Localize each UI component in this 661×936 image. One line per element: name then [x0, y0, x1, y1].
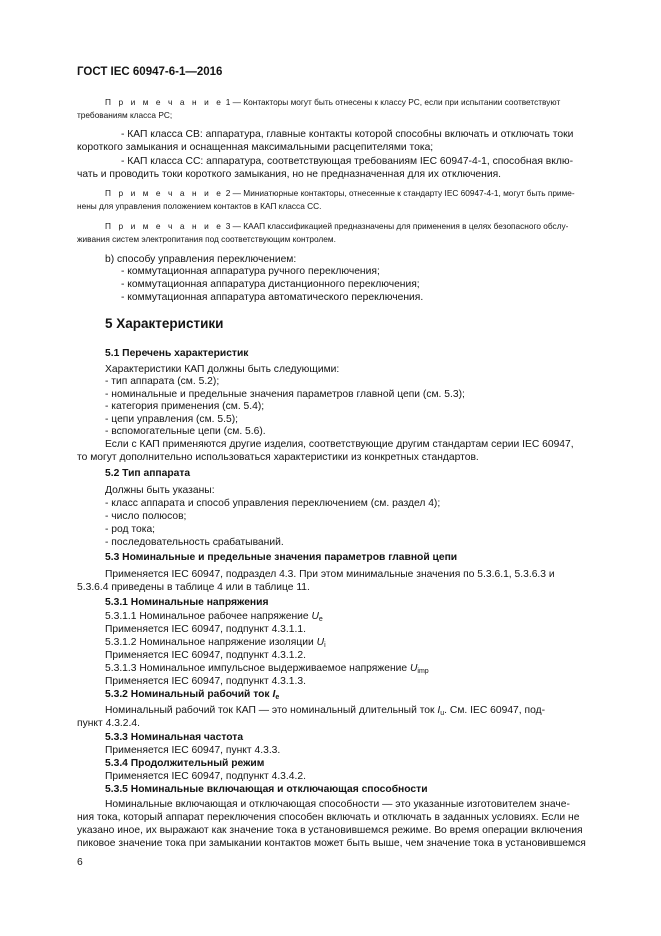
- control-bullet: - коммутационная аппаратура автоматического переключения.: [121, 292, 424, 303]
- clause-text: 5.3.2 Номинальный рабочий ток: [105, 689, 273, 700]
- section-5-3-1-title: 5.3.1 Номинальные напряжения: [105, 597, 269, 608]
- section-5-1-title: 5.1 Перечень характеристик: [105, 348, 249, 359]
- note-text: 3 — КААП классификацией предназначены для применения в целях безопасного обслу-: [225, 221, 569, 231]
- control-bullet: - коммутационная аппаратура ручного переключения;: [121, 266, 380, 277]
- section-5-3-1-1-ref: Применяется IEC 60947, подпункт 4.3.1.1.: [105, 624, 306, 635]
- section-5-3-1-2-ref: Применяется IEC 60947, подпункт 4.3.1.2.: [105, 650, 306, 661]
- section-5-title: 5 Характеристики: [105, 316, 224, 331]
- note-text: 2 — Миниатюрные контакторы, отнесенные к стандарту IEC 60947-4-1, могут быть приме-: [225, 188, 575, 198]
- subscript: e: [275, 694, 280, 701]
- note-label: П р и м е ч а н и е: [105, 221, 224, 231]
- list-item: - категория применения (см. 5.4);: [105, 401, 265, 412]
- section-5-3-1-1-title: [105, 610, 323, 623]
- note-1-line-1: [105, 96, 560, 109]
- control-bullet: - коммутационная аппаратура дистанционного переключения;: [121, 279, 420, 290]
- section-5-2-title: 5.2 Тип аппарата: [105, 468, 191, 479]
- clause-text: 5.3.1.1 Номинальное рабочее напряжение: [105, 611, 312, 622]
- subscript: e: [318, 616, 323, 623]
- section-5-3-3-title: 5.3.3 Номинальная частота: [105, 732, 244, 743]
- subscript: i: [324, 642, 326, 649]
- list-item: - класс аппарата и способ управления переключением (см. раздел 4);: [105, 498, 441, 509]
- section-5-3-4-title: 5.3.4 Продолжительный режим: [105, 758, 265, 769]
- list-item: - цепи управления (см. 5.5);: [105, 414, 238, 425]
- clause-text: Номинальный рабочий ток КАП — это номинальный длительный ток: [105, 705, 438, 716]
- section-5-3-line-2: 5.3.6.4 приведены в таблице 4 или в таблице 11.: [77, 582, 310, 593]
- section-5-3-1-3-ref: Применяется IEC 60947, подпункт 4.3.1.3.: [105, 676, 306, 687]
- page-number: 6: [77, 857, 83, 868]
- list-item: - число полюсов;: [105, 511, 187, 522]
- class-cb-line-1: - КАП класса СВ: аппаратура, главные контакты которой способны включать и отключать токи: [121, 129, 574, 140]
- note-label: П р и м е ч а н и е: [105, 188, 224, 198]
- variable-letter: I: [272, 689, 276, 700]
- variable-letter: I: [437, 705, 441, 716]
- list-item: - тип аппарата (см. 5.2);: [105, 376, 220, 387]
- variable-letter: U: [409, 663, 418, 674]
- class-cc-line-1: - КАП класса СС: аппаратура, соответствующая требованиям IEC 60947-4-1, способная вклю-: [121, 156, 574, 167]
- section-5-1-intro: Характеристики КАП должны быть следующими:: [105, 364, 340, 375]
- section-5-3-3-ref: Применяется IEC 60947, пункт 4.3.3.: [105, 745, 281, 756]
- variable-letter: U: [311, 611, 319, 622]
- section-5-3-5-line: пиковое значение тока при замыкании контактов может быть выше, чем значение тока в установившемся: [77, 838, 586, 849]
- class-cb-line-2: короткого замыкания и оснащенная максимальными расцепителями тока;: [77, 142, 434, 153]
- variable-letter: U: [316, 637, 325, 648]
- section-5-3-2-title: [105, 688, 279, 701]
- class-cc-line-2: чать и проводить токи короткого замыкания, но не предназначенная для их отключения.: [77, 169, 502, 180]
- note-2-line-1: [105, 187, 575, 200]
- section-5-2-intro: Должны быть указаны:: [105, 485, 215, 496]
- section-5-3-title: 5.3 Номинальные и предельные значения параметров главной цепи: [105, 552, 458, 563]
- clause-text: 5.3.1.3 Номинальное импульсное выдерживаемое напряжение: [105, 663, 410, 674]
- list-item: - последовательность срабатываний.: [105, 537, 284, 548]
- note-label: П р и м е ч а н и е: [105, 97, 224, 107]
- document-header: ГОСТ IEC 60947-6-1—2016: [77, 66, 223, 78]
- section-5-1-para-line-2: то могут дополнительно использоваться характеристики из конкретных стандартов.: [77, 452, 479, 463]
- clause-text: . См. IEC 60947, под-: [444, 705, 546, 716]
- subscript: u: [440, 710, 445, 717]
- note-2-line-2: нены для управления положением контактов в КАП класса СС.: [77, 201, 322, 211]
- subscript: imp: [417, 668, 429, 675]
- section-5-3-line-1: Применяется IEC 60947, подраздел 4.3. При этом минимальные значения по 5.3.6.1, 5.3.6.3 и: [105, 569, 555, 580]
- note-3-line-2: живания систем электропитания под соответствующим контролем.: [77, 234, 336, 244]
- list-item: - род тока;: [105, 524, 156, 535]
- section-5-3-1-3-title: [105, 662, 429, 675]
- section-5-3-5-line: Номинальные включающая и отключающая способности — это указанные изготовителем значе-: [105, 799, 570, 810]
- section-5-3-5-line: указано иное, их выражают как значение тока в установившемся режиме. Во время операции включения: [77, 825, 583, 836]
- section-5-3-2-line-2: пункт 4.3.2.4.: [77, 718, 140, 729]
- control-item-b: b) способу управления переключением:: [105, 254, 297, 265]
- note-text: 1 — Контакторы могут быть отнесены к классу PC, если при испытании соответствуют: [225, 97, 561, 107]
- section-5-3-5-title: 5.3.5 Номинальные включающая и отключающая способности: [105, 784, 428, 795]
- section-5-3-5-line: ния тока, который аппарат переключения способен включать и отключать в заданных условиях. Если не: [77, 812, 580, 823]
- list-item: - вспомогательные цепи (см. 5.6).: [105, 426, 266, 437]
- note-3-line-1: [105, 220, 568, 233]
- section-5-3-4-ref: Применяется IEC 60947, подпункт 4.3.4.2.: [105, 771, 306, 782]
- clause-text: 5.3.1.2 Номинальное напряжение изоляции: [105, 637, 317, 648]
- section-5-3-2-line-1: [105, 704, 616, 717]
- section-5-3-1-2-title: [105, 636, 326, 649]
- section-5-1-para-line-1: Если с КАП применяются другие изделия, соответствующие другим стандартам серии IEC 60947,: [105, 439, 574, 450]
- note-1-line-2: требованиям класса PC;: [77, 110, 173, 120]
- list-item: - номинальные и предельные значения параметров главной цепи (см. 5.3);: [105, 389, 465, 400]
